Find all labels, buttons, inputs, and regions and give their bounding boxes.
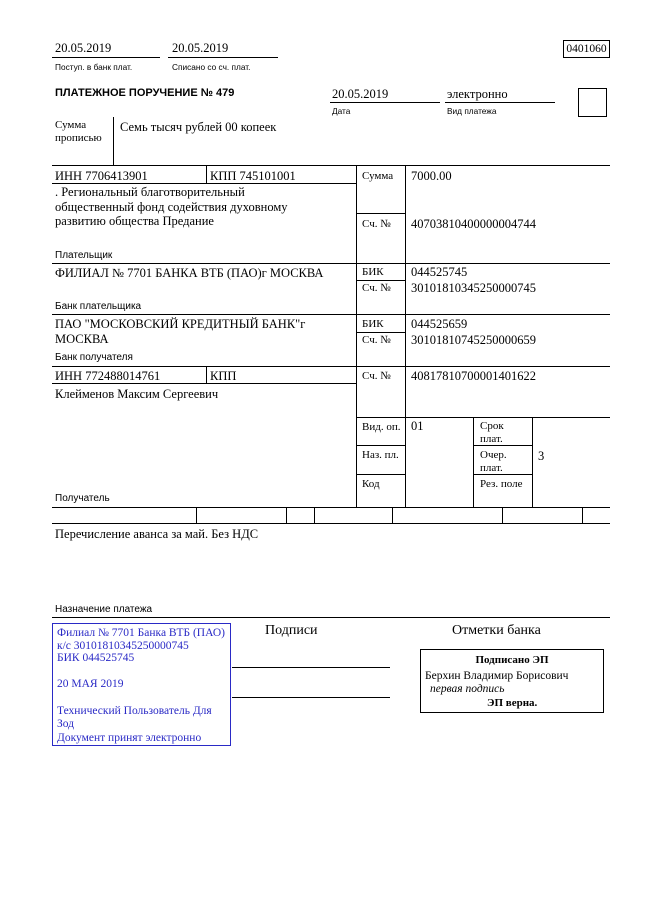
bank-stamp-line: Документ принят электронно xyxy=(57,732,202,744)
form-rule xyxy=(314,507,315,523)
purpose-text: Перечисление аванса за май. Без НДС xyxy=(55,527,259,541)
bank-stamp-line: Зод xyxy=(57,718,75,730)
form-rule xyxy=(356,280,405,281)
bank-stamp-line: Филиал № 7701 Банка ВТБ (ПАО) xyxy=(57,627,225,639)
form-rule xyxy=(356,332,405,333)
payee-bank-name: МОСКВА xyxy=(55,332,109,346)
form-rule xyxy=(532,417,533,507)
payer-inn-value: 7706413901 xyxy=(85,169,148,183)
form-rule xyxy=(286,507,287,523)
received-date-underline xyxy=(52,57,160,58)
form-code-box xyxy=(563,40,610,58)
form-rule xyxy=(206,366,207,383)
op-type: 01 xyxy=(411,419,424,433)
amount-words: Семь тысяч рублей 00 копеек xyxy=(120,120,277,134)
bank-stamp-line: 20 МАЯ 2019 xyxy=(57,678,124,690)
priority-value: 3 xyxy=(538,449,545,463)
payer-name: развитию общества Предание xyxy=(55,214,214,228)
payee-bank-bic: 044525659 xyxy=(411,317,468,331)
signatures-label: Подписи xyxy=(265,623,318,638)
bank-stamp-line: Технический Пользователь Для xyxy=(57,705,212,717)
bank-stamp xyxy=(52,623,231,746)
status-box xyxy=(578,88,607,117)
e-signature-title: Подписано ЭП xyxy=(475,654,549,666)
payer-label: Плательщик xyxy=(55,250,113,261)
payee-kpp-label: КПП xyxy=(210,369,237,383)
bank-stamp-line: к/с 30101810345250000745 xyxy=(57,640,189,652)
document-title: ПЛАТЕЖНОЕ ПОРУЧЕНИЕ № 479 xyxy=(55,87,235,99)
payer-name: общественный фонд содействия духовному xyxy=(55,200,288,214)
form-rule xyxy=(52,523,610,524)
e-signature-role: первая подпись xyxy=(430,683,505,695)
form-rule xyxy=(405,165,406,507)
payee-bank-account: 30101810745250000659 xyxy=(411,333,536,347)
payee-inn-value: 772488014761 xyxy=(85,369,161,383)
amount-label: Сумма xyxy=(362,169,394,182)
received-date: 20.05.2019 xyxy=(55,41,112,55)
form-rule xyxy=(356,474,405,475)
form-rule xyxy=(582,507,583,523)
form-rule xyxy=(356,445,405,446)
form-rule xyxy=(473,445,532,446)
form-rule xyxy=(52,165,610,166)
payment-term-label: плат. xyxy=(480,432,503,445)
form-rule xyxy=(473,474,532,475)
form-rule xyxy=(206,165,207,183)
payee-bank-account-label: Сч. № xyxy=(362,333,391,346)
payer-kpp-value: 745101001 xyxy=(239,169,296,183)
form-rule xyxy=(52,617,610,618)
payee-account: 40817810700001401622 xyxy=(411,369,536,383)
payee-inn-label: ИНН xyxy=(55,369,83,383)
payer-bank-label: Банк плательщика xyxy=(55,301,142,312)
payee-bank-label: Банк получателя xyxy=(55,352,133,363)
form-rule xyxy=(356,417,610,418)
payer-kpp-label: КПП xyxy=(210,169,237,183)
signature-line xyxy=(232,667,390,668)
form-rule xyxy=(356,165,357,507)
document-date-label: Дата xyxy=(332,106,351,116)
form-rule xyxy=(52,183,356,184)
signature-line xyxy=(232,697,390,698)
form-rule xyxy=(52,366,610,367)
payee-bank-bic-label: БИК xyxy=(362,317,384,330)
received-date-label: Поступ. в банк плат. xyxy=(55,62,133,72)
payment-term-label: Срок xyxy=(480,419,504,432)
payer-account: 40703810400000004744 xyxy=(411,217,536,231)
form-rule xyxy=(502,507,503,523)
payee-label: Получатель xyxy=(55,493,110,504)
op-type-label: Вид. оп. xyxy=(362,420,401,433)
payee-bank-name: ПАО "МОСКОВСКИЙ КРЕДИТНЫЙ БАНК"г xyxy=(55,317,306,331)
form-rule xyxy=(113,117,114,165)
payer-bank-bic: 044525745 xyxy=(411,265,468,279)
payee-inn xyxy=(55,370,160,383)
e-signature-verdict: ЭП верна. xyxy=(487,697,538,709)
priority-label: Очер. xyxy=(480,448,507,461)
payer-bank-account: 30101810345250000745 xyxy=(411,281,536,295)
payer-kpp xyxy=(210,170,296,183)
form-code: 0401060 xyxy=(566,43,607,55)
purpose-code-label: Наз. пл. xyxy=(362,448,399,461)
payment-type-underline xyxy=(445,102,555,103)
payer-account-label: Сч. № xyxy=(362,217,391,230)
amount-value: 7000.00 xyxy=(411,169,452,183)
payer-inn-label: ИНН xyxy=(55,169,83,183)
bank-stamp-line: БИК 044525745 xyxy=(57,652,135,664)
document-date-underline xyxy=(330,102,440,103)
payer-bank-name: ФИЛИАЛ № 7701 БАНКА ВТБ (ПАО)г МОСКВА xyxy=(55,266,324,280)
amount-words-label: Сумма xyxy=(55,119,87,131)
payment-type-label: Вид платежа xyxy=(447,106,497,116)
form-rule xyxy=(52,263,610,264)
form-rule xyxy=(196,507,197,523)
payment-type: электронно xyxy=(447,87,508,101)
payer-name: . Региональный благотворительный xyxy=(55,185,245,199)
form-rule xyxy=(52,383,356,384)
form-rule xyxy=(473,417,474,507)
debited-date-underline xyxy=(168,57,278,58)
payee-name: Клейменов Максим Сергеевич xyxy=(55,387,219,401)
form-rule xyxy=(52,507,610,508)
priority-label: плат. xyxy=(480,461,503,474)
bank-marks-label: Отметки банка xyxy=(452,623,541,638)
debited-date-label: Списано со сч. плат. xyxy=(172,62,251,72)
form-rule xyxy=(392,507,393,523)
purpose-label: Назначение платежа xyxy=(55,604,153,615)
form-rule xyxy=(356,213,405,214)
e-signature-box xyxy=(420,649,604,713)
amount-words-label: прописью xyxy=(55,132,102,144)
form-rule xyxy=(52,314,610,315)
reserve-field-label: Рез. поле xyxy=(480,477,523,490)
code-label: Код xyxy=(362,477,380,490)
payer-bank-bic-label: БИК xyxy=(362,265,384,278)
payer-inn xyxy=(55,170,148,183)
payer-bank-account-label: Сч. № xyxy=(362,281,391,294)
payee-account-label: Сч. № xyxy=(362,369,391,382)
debited-date: 20.05.2019 xyxy=(172,41,229,55)
document-date: 20.05.2019 xyxy=(332,87,389,101)
e-signature-signer: Берхин Владимир Борисович xyxy=(425,670,569,682)
